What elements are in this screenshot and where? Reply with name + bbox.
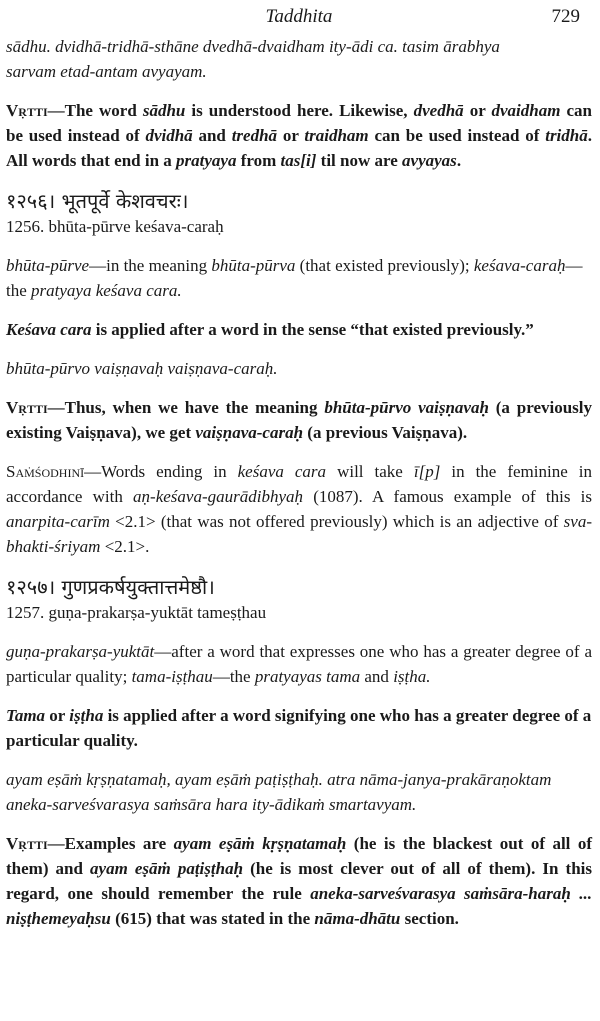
- page-number: 729: [551, 6, 580, 27]
- example-paragraph: bhūta-pūrvo vaiṣṇavaḥ vaiṣṇava-caraḥ.: [6, 359, 278, 378]
- sutra-devanagari: १२५६। भूतपूर्वे केशवचरः।: [6, 189, 189, 213]
- vrtti-label: Vṛtti: [6, 398, 48, 417]
- sutra-romanized: 1257. guṇa-prakarṣa-yuktāt tameṣṭhau: [6, 603, 267, 622]
- samsodhini-label: Saṁśodhinī: [6, 462, 85, 481]
- gloss-paragraph: bhūta-pūrve—in the meaning bhūta-pūrva (that existed previously); keśava-caraḥ—the pratyaya keśava cara.: [6, 256, 583, 300]
- vrtti-paragraph: Vṛtti—The word sādhu is understood here. Likewise, dvedhā or dvaidham can be used instead of dvidhā and tredhā or traidham can be used instead of tridhā. All words that end in a pratyaya from tas[i] til now are avyayas.: [6, 101, 592, 170]
- vrtti-label: Vṛtti: [6, 101, 48, 120]
- samsodhini-paragraph: Saṁśodhinī—Words ending in keśava cara will take ī[p] in the feminine in accordance with aṇ-keśava-gaurādibhyaḥ (1087). A famous example of this is anarpita-carīm <2.1> (that was not offered previously) which is an adjective of sva-bhakti-śriyam <2.1>.: [6, 462, 593, 556]
- vrtti-paragraph: Vṛtti—Thus, when we have the meaning bhūta-pūrvo vaiṣṇavaḥ (a previously existing Vaiṣṇava), we get vaiṣṇava-caraḥ (a previous Vaiṣṇava).: [6, 398, 593, 442]
- running-header: [6, 0, 592, 34]
- gloss-paragraph: guṇa-prakarṣa-yuktāt—after a word that expresses one who has a greater degree of a particular quality; tama-iṣṭhau—the pratyayas tama and iṣṭha.: [6, 642, 592, 686]
- sutra-devanagari: १२५७। गुणप्रकर्षयुक्तात्तमेष्ठौ।: [6, 575, 215, 599]
- sutra-text-continued: [6, 34, 592, 84]
- sutra-1256: [6, 187, 592, 239]
- example-line: aneka-sarveśvarasya saṁsāra hara ity-ādikaṁ smartavyam.: [6, 795, 417, 814]
- chapter-title: Taddhita: [265, 6, 333, 27]
- example-paragraph: [6, 767, 592, 817]
- rule-paragraph: Keśava cara is applied after a word in the sense “that existed previously.”: [6, 320, 534, 339]
- sutra-line: sādhu. dvidhā-tridhā-sthāne dvedhā-dvaidham ity-ādi ca. tasim ārabhya: [6, 37, 500, 56]
- vrtti-paragraph: Vṛtti—Examples are ayam eṣāṁ kṛṣṇatamaḥ (he is the blackest out of all of them) and ayam eṣāṁ paṭiṣṭhaḥ (he is most clever out of all of them). In this regard, one should remember the rule aneka-sarveśvarasya saṁsāra-haraḥ ... niṣṭhemeyaḥsu (615) that was stated in the nāma-dhātu section.: [6, 834, 593, 928]
- vrtti-label: Vṛtti: [6, 834, 48, 853]
- rule-paragraph: Tama or iṣṭha is applied after a word signifying one who has a greater degree of a particular quality.: [6, 706, 592, 750]
- sutra-line: sarvam etad-antam avyayam.: [6, 62, 207, 81]
- example-line: ayam eṣāṁ kṛṣṇatamaḥ, ayam eṣāṁ paṭiṣṭhaḥ. atra nāma-janya-prakāraṇoktam: [6, 770, 552, 789]
- sutra-1257: [6, 573, 592, 625]
- sutra-romanized: 1256. bhūta-pūrve keśava-caraḥ: [6, 217, 224, 236]
